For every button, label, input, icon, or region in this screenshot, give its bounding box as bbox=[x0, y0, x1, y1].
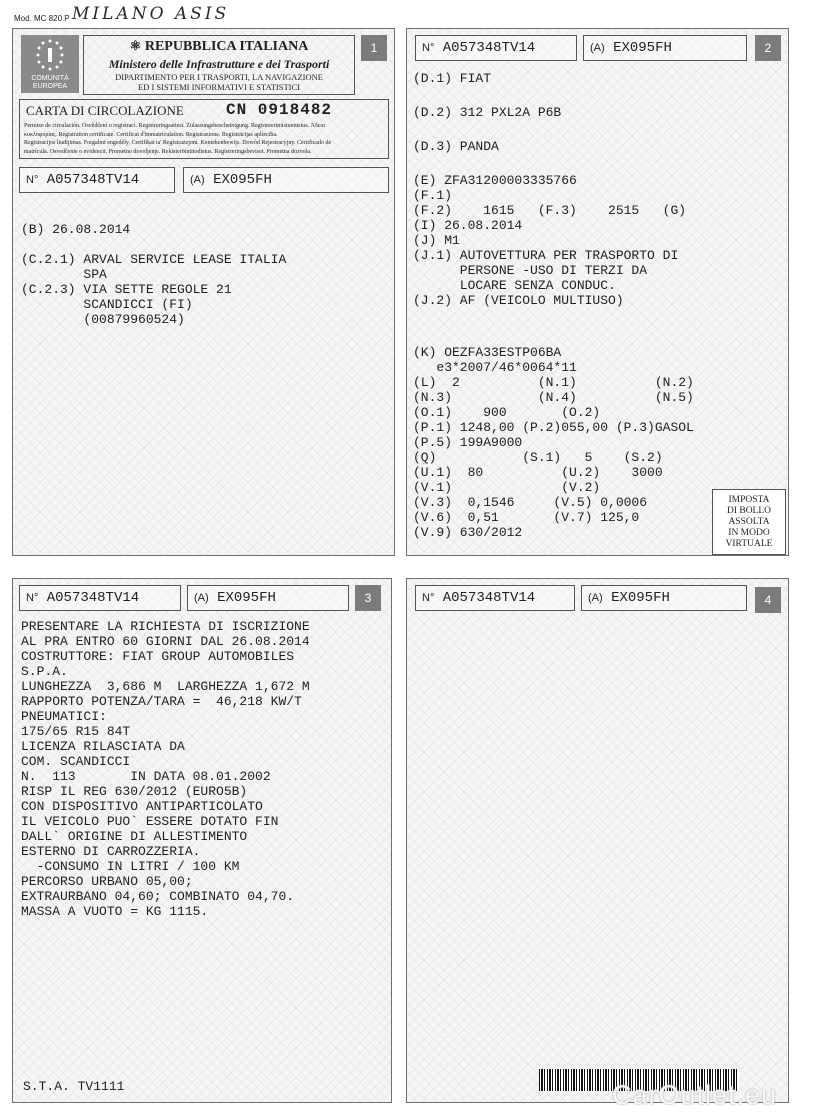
text-line: RISP IL REG 630/2012 (EURO5B) bbox=[21, 784, 248, 799]
text-line: (C.2.1) ARVAL SERVICE LEASE ITALIA bbox=[21, 252, 287, 267]
text-line: PERSONE -USO DI TERZI DA bbox=[413, 263, 648, 278]
text-line: (J.1) AUTOVETTURA PER TRASPORTO DI bbox=[413, 248, 679, 263]
text-line: LOCARE SENZA CONDUC. bbox=[413, 278, 616, 293]
watermark-logo: CarOutlet.eu bbox=[612, 1080, 778, 1110]
plate-box bbox=[583, 35, 747, 61]
stamp-line: DI BOLLO bbox=[726, 505, 772, 516]
number-prefix: N° bbox=[26, 592, 39, 604]
eu-flag-icon bbox=[21, 35, 79, 93]
plate-number: EX095FH bbox=[213, 172, 272, 188]
multilingual-line-4: matrícula. Osvedčenie o evidencii. Prometno dovoljenje. Rekisteröintitodistus. Registreringsbeviset. Prometna dozvola. bbox=[24, 148, 312, 155]
text-line: RAPPORTO POTENZA/TARA = 46,218 KW/T bbox=[21, 694, 302, 709]
number-prefix: N° bbox=[422, 592, 435, 604]
text-line: (Q) (S.1) 5 (S.2) bbox=[413, 450, 663, 465]
document-number: A057348TV14 bbox=[442, 40, 536, 56]
text-line: e3*2007/46*0064*11 bbox=[413, 360, 577, 375]
plate-box bbox=[187, 585, 349, 611]
text-line: CON DISPOSITIVO ANTIPARTICOLATO bbox=[21, 799, 263, 814]
plate-prefix: (A) bbox=[190, 174, 205, 186]
text-line: PNEUMATICI: bbox=[21, 709, 107, 724]
text-line: (L) 2 (N.1) (N.2) bbox=[413, 375, 694, 390]
plate-number: EX095FH bbox=[611, 590, 670, 606]
text-line: (P.1) 1248,00 (P.2)055,00 (P.3)GASOL bbox=[413, 420, 694, 435]
text-line: COM. SCANDICCI bbox=[21, 754, 131, 769]
multilingual-line-1: Permiso de circulación. Osvědčení o registraci. Registreringsattest. Zulassungsbescheinigung. Registreerimistunnistus. Άδεια bbox=[24, 123, 326, 129]
panel-1 bbox=[12, 28, 395, 556]
panel-number: 1 bbox=[361, 35, 387, 61]
department-line-1: DIPARTIMENTO PER I TRASPORTI, LA NAVIGAZIONE bbox=[115, 72, 323, 82]
document-number: A057348TV14 bbox=[442, 590, 536, 606]
text-line: (D.2) 312 PXL2A P6B bbox=[413, 105, 562, 120]
text-line: (F.2) 1615 (F.3) 2515 (G) bbox=[413, 203, 687, 218]
republic-title: REPUBBLICA ITALIANA bbox=[144, 39, 309, 54]
panel-number: 2 bbox=[755, 35, 781, 61]
text-line: (V.9) 630/2012 bbox=[413, 525, 523, 540]
text-line: (E) ZFA31200003335766 bbox=[413, 173, 577, 188]
text-line: SCANDICCI (FI) bbox=[21, 297, 193, 312]
text-line: S.P.A. bbox=[21, 664, 68, 679]
text-line: (V.1) (V.2) bbox=[413, 480, 601, 495]
plate-prefix: (A) bbox=[194, 592, 209, 604]
text-line bbox=[413, 120, 686, 135]
document-number-box bbox=[19, 167, 175, 193]
text-line: (V.3) 0,1546 (V.5) 0,0006 bbox=[413, 495, 648, 510]
panel-number: 4 bbox=[755, 587, 781, 613]
text-line: SPA bbox=[21, 267, 107, 282]
document-number-box bbox=[415, 35, 577, 61]
panel-number: 3 bbox=[355, 585, 381, 611]
text-line: DALL` ORIGINE DI ALLESTIMENTO bbox=[21, 829, 248, 844]
stamp-line: VIRTUALE bbox=[725, 538, 773, 549]
text-line: (O.1) 900 (O.2) bbox=[413, 405, 601, 420]
panel1-body bbox=[21, 222, 286, 327]
text-line: (N.3) (N.4) (N.5) bbox=[413, 390, 694, 405]
panel-2 bbox=[406, 28, 789, 556]
text-line: LUNGHEZZA 3,686 M LARGHEZZA 1,672 M bbox=[21, 679, 310, 694]
text-line: (J.2) AF (VEICOLO MULTIUSO) bbox=[413, 293, 624, 308]
carta-header bbox=[19, 99, 389, 159]
text-line: (I) 26.08.2014 bbox=[413, 218, 523, 233]
text-line: (V.6) 0,51 (V.7) 125,0 bbox=[413, 510, 640, 525]
text-line: (F.1) bbox=[413, 188, 453, 203]
document-number-box bbox=[19, 585, 181, 611]
text-line: -CONSUMO IN LITRI / 100 KM bbox=[21, 859, 240, 874]
text-line: MASSA A VUOTO = KG 1115. bbox=[21, 904, 209, 919]
document-number: A057348TV14 bbox=[46, 590, 140, 606]
text-line: (J) M1 bbox=[413, 233, 460, 248]
text-line: 175/65 R15 84T bbox=[21, 724, 131, 739]
text-line: ESTERNO DI CARROZZERIA. bbox=[21, 844, 201, 859]
plate-number: EX095FH bbox=[217, 590, 276, 606]
text-line: (D.3) PANDA bbox=[413, 139, 499, 154]
text-line: (00879960524) bbox=[21, 312, 185, 327]
stamp-line: ASSOLTA bbox=[728, 516, 770, 527]
plate-number: EX095FH bbox=[613, 40, 672, 56]
text-line: (D.1) FIAT bbox=[413, 71, 492, 86]
mod-label: Mod. MC 820 P bbox=[14, 14, 70, 23]
text-line bbox=[21, 237, 286, 252]
carta-label: CARTA DI CIRCOLAZIONE bbox=[26, 103, 184, 118]
plate-prefix: (A) bbox=[588, 592, 603, 604]
multilingual-line-2: κυκλοφορίας. Registration certificate. Certificat d'immatriculation. Registrazione. Registrācijas apliecība. bbox=[24, 131, 278, 138]
text-line: AL PRA ENTRO 60 GIORNI DAL 26.08.2014 bbox=[21, 634, 310, 649]
document-number-box bbox=[415, 585, 575, 611]
panel-4 bbox=[406, 578, 789, 1103]
document-number: A057348TV14 bbox=[46, 172, 140, 188]
text-line: (K) OEZFA33ESTP06BA bbox=[413, 345, 562, 360]
text-line: N. 113 IN DATA 08.01.2002 bbox=[21, 769, 271, 784]
eu-label-1: COMUNITÀ bbox=[31, 75, 69, 82]
text-line: LICENZA RILASCIATA DA bbox=[21, 739, 185, 754]
stamp-line: IMPOSTA bbox=[728, 494, 770, 505]
number-prefix: N° bbox=[26, 174, 39, 186]
ministry-name: Ministero delle Infrastrutture e dei Trasporti bbox=[108, 57, 330, 71]
tax-stamp bbox=[712, 489, 786, 555]
ministry-header bbox=[83, 35, 355, 95]
emblem-icon: ⚛ bbox=[129, 38, 142, 53]
issuer-footer: S.T.A. TV1111 bbox=[23, 1079, 125, 1094]
text-line: EXTRAURBANO 04,60; COMBINATO 04,70. bbox=[21, 889, 295, 904]
text-line: (P.5) 199A9000 bbox=[413, 435, 523, 450]
carta-number: CN 0918482 bbox=[226, 101, 333, 119]
panel2-body-top bbox=[413, 71, 687, 308]
text-line: (C.2.3) VIA SETTE REGOLE 21 bbox=[21, 282, 232, 297]
text-line: IL VEICOLO PUO` ESSERE DOTATO FIN bbox=[21, 814, 279, 829]
text-line: COSTRUTTORE: FIAT GROUP AUTOMOBILES bbox=[21, 649, 295, 664]
number-prefix: N° bbox=[422, 42, 435, 54]
department-line-2: ED I SISTEMI INFORMATIVI E STATISTICI bbox=[138, 82, 300, 92]
text-line bbox=[413, 86, 686, 101]
panel2-body-bottom bbox=[413, 345, 694, 540]
text-line: PERCORSO URBANO 05,00; bbox=[21, 874, 193, 889]
plate-box bbox=[581, 585, 747, 611]
plate-box bbox=[183, 167, 389, 193]
eu-label-2: EUROPEA bbox=[32, 83, 68, 90]
handwritten-note: MILANO ASIS bbox=[72, 4, 230, 24]
text-line: (U.1) 80 (U.2) 3000 bbox=[413, 465, 663, 480]
text-line: (B) 26.08.2014 bbox=[21, 222, 131, 237]
panel-3 bbox=[12, 578, 392, 1103]
panel3-body bbox=[21, 619, 310, 919]
multilingual-line-3: Registracijos liudijimas. Forgalmi engedély. Certifikat ta' Registrazzjoni. Kentekenbewijs. Dowód Rejestracyjny. Certificado de bbox=[24, 140, 332, 146]
stamp-line: IN MODO bbox=[728, 527, 770, 538]
text-line: PRESENTARE LA RICHIESTA DI ISCRIZIONE bbox=[21, 619, 310, 634]
plate-prefix: (A) bbox=[590, 42, 605, 54]
text-line bbox=[413, 154, 686, 169]
